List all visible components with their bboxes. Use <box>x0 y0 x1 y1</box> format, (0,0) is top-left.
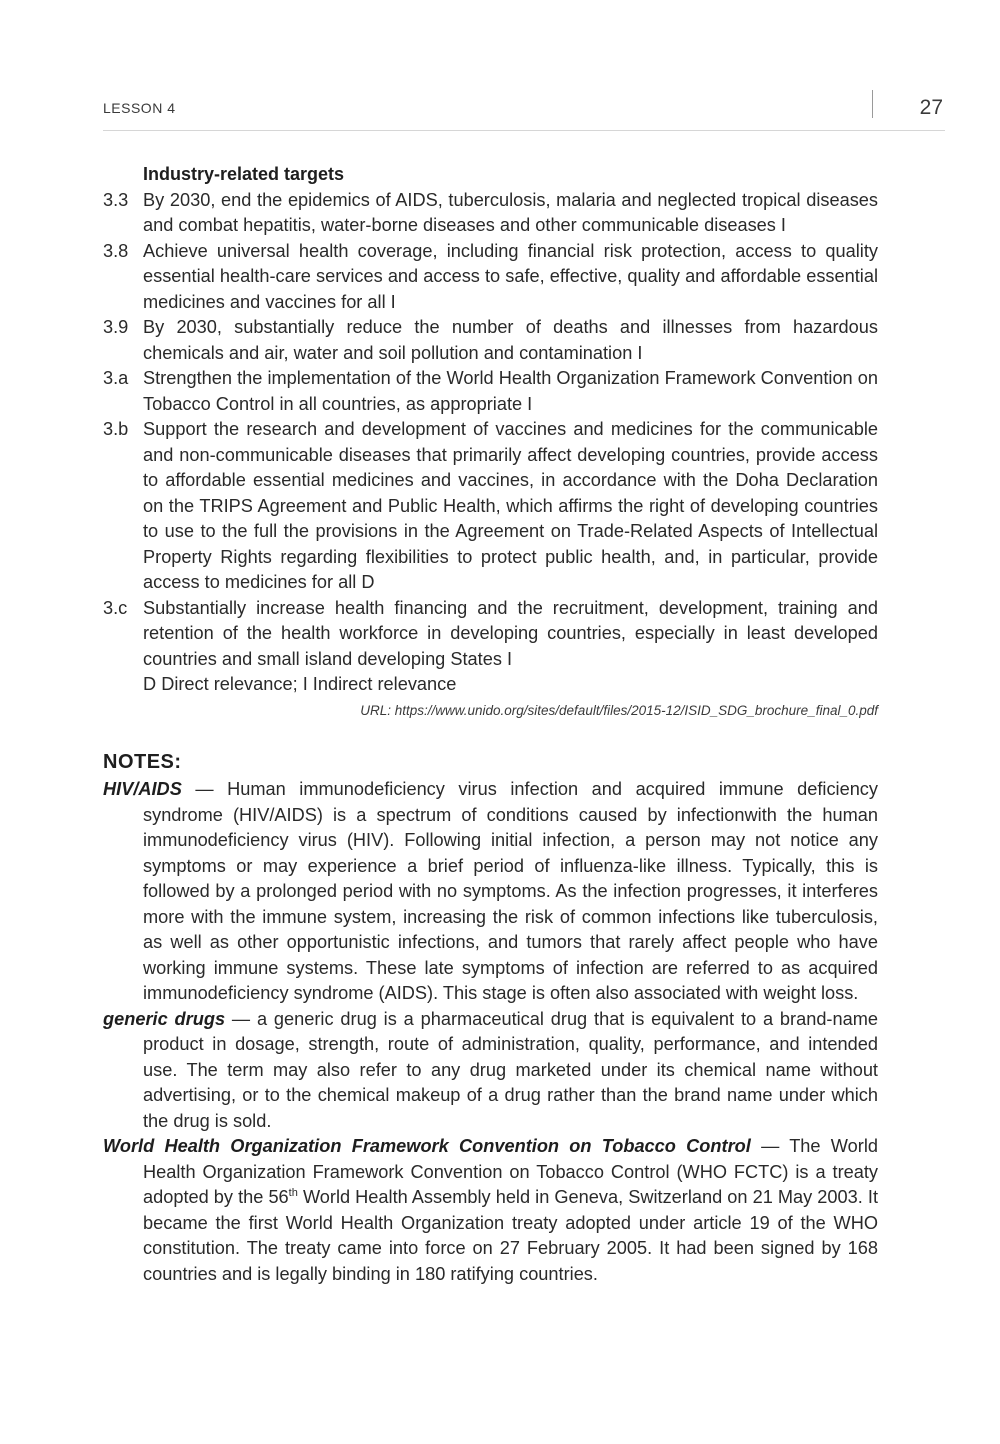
target-item <box>103 315 878 366</box>
target-text: By 2030, substantially reduce the number of deaths and illnesses from hazardous chemicals and air, water and soil pollution and contamination I <box>143 317 878 363</box>
target-code: 3.8 <box>103 240 129 261</box>
note-term: generic drugs <box>103 1008 226 1029</box>
page-number: 27 <box>919 96 943 119</box>
source-url: URL: https://www.unido.org/sites/default/files/2015-12/ISID_SDG_brochure_final_0.pdf <box>360 702 878 718</box>
target-code: 3.a <box>103 368 129 388</box>
target-code: 3.9 <box>103 317 129 337</box>
target-code: 3.b <box>103 419 129 439</box>
target-text: By 2030, end the epidemics of AIDS, tuberculosis, malaria and neglected tropical diseases and combat hepatitis, water-borne diseases and other communicable diseases I <box>143 189 878 235</box>
target-text: Support the research and development of vaccines and medicines for the communicable and non-communicable diseases that primarily affect developing countries, provide access to affordable essential medicines and vaccines, in accordance with the Doha Declaration on the TRIPS Agreement and Public Health, which affirms the right of developing countries to use to the full the provisions in the Agreement on Trade-Related Aspects of Intellectual Property Rights regarding flexibilities to protect public health, and, in particular, provide access to medicines for all D <box>143 419 878 592</box>
header-divider <box>872 90 873 118</box>
target-text: Strengthen the implementation of the World Health Organization Framework Convention on Tobacco Control in all countries, as appropriate I <box>143 368 878 414</box>
note-definition: — The World Health Organization Framework Convention on Tobacco Control (WHO FCTC) is a treaty adopted by the 56 <box>143 1136 878 1207</box>
note-term: World Health Organization Framework Convention on Tobacco Control <box>103 1136 751 1156</box>
note-term: HIV/AIDS <box>103 779 182 799</box>
target-item <box>103 366 878 417</box>
targets-title: Industry-related targets <box>143 164 345 184</box>
note-who-fctc <box>103 1134 878 1287</box>
target-item <box>103 239 878 316</box>
target-text: Achieve universal health coverage, including financial risk protection, access to quality essential health-care services and access to safe, effective, quality and affordable essential medicines and vaccines for all I <box>143 240 878 312</box>
notes-section <box>103 748 878 1287</box>
lesson-label: LESSON 4 <box>103 100 176 116</box>
target-code: 3.3 <box>103 189 129 210</box>
note-definition: — a generic drug is a pharmaceutical drug that is equivalent to a brand-name product in dosage, strength, route of administration, quality, performance, and intended use. The term may also refer to any drug marketed under its chemical name without advertising, or to the chemical makeup of a drug rather than the brand name under which the drug is sold. <box>143 1008 878 1131</box>
target-item <box>103 188 878 239</box>
notes-title: NOTES: <box>103 751 182 773</box>
relevance-legend: D Direct relevance; I Indirect relevance <box>143 674 457 694</box>
header-rule <box>103 130 945 131</box>
ordinal-superscript: th <box>288 1186 298 1199</box>
targets-section <box>103 162 878 721</box>
target-text: Substantially increase health financing and the recruitment, development, training and retention of the health workforce in developing countries, especially in least developed countries and small island developing States I <box>143 597 878 669</box>
page-header <box>103 96 945 136</box>
note-definition: — Human immunodeficiency virus infection and acquired immune deficiency syndrome (HIV/AIDS) is a spectrum of conditions caused by infectionwith the human immunodeficiency virus (HIV). Following initial infection, a person may not notice any symptoms or may experience a brief period of influenza-like illness. Typically, this is followed by a prolonged period with no symptoms. As the infection progresses, it interferes more with the immune system, increasing the risk of common infections like tuberculosis, as well as other opportunistic infections, and tumors that rarely affect people who have working immune systems. These late symptoms of infection are referred to as acquired immunodeficiency syndrome (AIDS). This stage is often also associated with weight loss. <box>143 779 878 1003</box>
note-generic-drugs <box>103 1007 878 1135</box>
note-hiv-aids <box>103 777 878 1007</box>
target-code: 3.c <box>103 597 128 618</box>
note-definition-continued: World Health Assembly held in Geneva, Switzerland on 21 May 2003. It became the first World Health Organization treaty adopted under article 19 of the WHO constitution. The treaty came into force on 27 February 2005. It had been signed by 168 countries and is legally binding in 180 ratifying countries. <box>143 1187 878 1284</box>
target-item <box>103 596 878 673</box>
target-item <box>103 417 878 596</box>
